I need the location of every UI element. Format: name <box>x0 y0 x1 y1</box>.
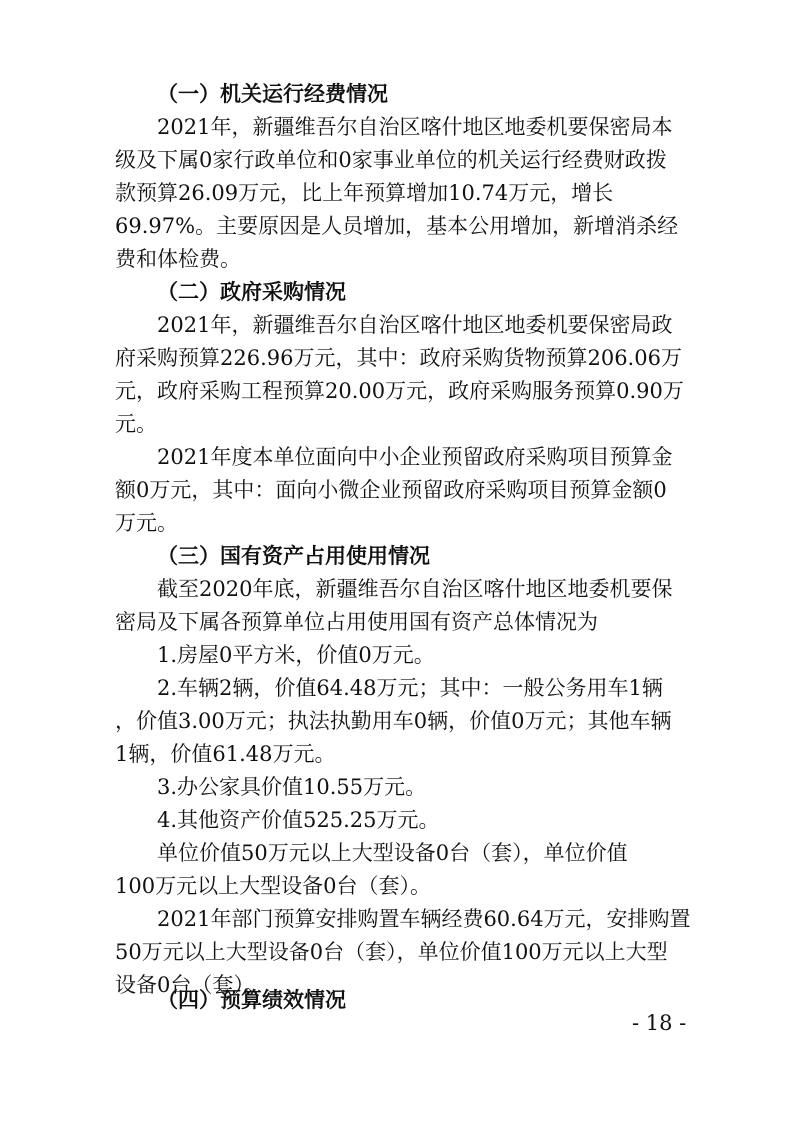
paragraph-line: 费和体检费。 <box>115 247 241 271</box>
paragraph-line: 府采购预算226.96万元，其中：政府采购货物预算206.06万 <box>115 346 682 370</box>
paragraph-line: 单位价值50万元以上大型设备0台（套），单位价值 <box>157 841 628 865</box>
paragraph-line: 级及下属0家行政单位和0家事业单位的机关运行经费财政拨 <box>115 148 667 172</box>
paragraph-line: 2021年度本单位面向中小企业预留政府采购项目预算金 <box>157 445 673 469</box>
paragraph-line: 设备0台（套）。 <box>115 973 265 997</box>
paragraph-line: 2021年部门预算安排购置车辆经费60.64万元，安排购置 <box>157 907 691 931</box>
paragraph-line: 密局及下属各预算单位占用使用国有资产总体情况为 <box>115 610 598 634</box>
paragraph-line: 款预算26.09万元，比上年预算增加10.74万元，增长 <box>115 181 614 205</box>
paragraph-line: 1辆，价值61.48万元。 <box>115 742 336 766</box>
paragraph-line: 元。 <box>115 412 157 436</box>
section-heading-4: （四）预算绩效情况 <box>157 987 346 1012</box>
paragraph-line: 4.其他资产价值525.25万元。 <box>157 808 440 832</box>
paragraph-line: 100万元以上大型设备0台（套）。 <box>115 874 431 898</box>
section-heading-3: （三）国有资产占用使用情况 <box>157 543 430 568</box>
paragraph-line: 截至2020年底，新疆维吾尔自治区喀什地区地委机要保 <box>157 577 673 601</box>
paragraph-line: 2021年，新疆维吾尔自治区喀什地区地委机要保密局本 <box>157 115 673 139</box>
paragraph-line: 1.房屋0平方米，价值0万元。 <box>157 643 435 667</box>
paragraph-line: 额0万元，其中：面向小微企业预留政府采购项目预算金额0 <box>115 478 667 502</box>
paragraph-line: 元，政府采购工程预算20.00万元，政府采购服务预算0.90万 <box>115 379 684 403</box>
paragraph-line: 2021年，新疆维吾尔自治区喀什地区地委机要保密局政 <box>157 313 673 337</box>
paragraph-line: 2.车辆2辆，价值64.48万元；其中：一般公务用车1辆 <box>157 676 663 700</box>
paragraph-line: 万元。 <box>115 511 178 535</box>
paragraph-line: 50万元以上大型设备0台（套），单位价值100万元以上大型 <box>115 940 668 964</box>
section-heading-1: （一）机关运行经费情况 <box>157 81 388 106</box>
paragraph-line: 69.97%。主要原因是人员增加，基本公用增加，新增消杀经 <box>115 214 679 238</box>
paragraph-line: ，价值3.00万元；执法执勤用车0辆，价值0万元；其他车辆 <box>115 709 672 733</box>
page-number: - 18 - <box>632 1011 687 1035</box>
section-heading-2: （二）政府采购情况 <box>157 279 346 304</box>
paragraph-line: 3.办公家具价值10.55万元。 <box>157 775 427 799</box>
